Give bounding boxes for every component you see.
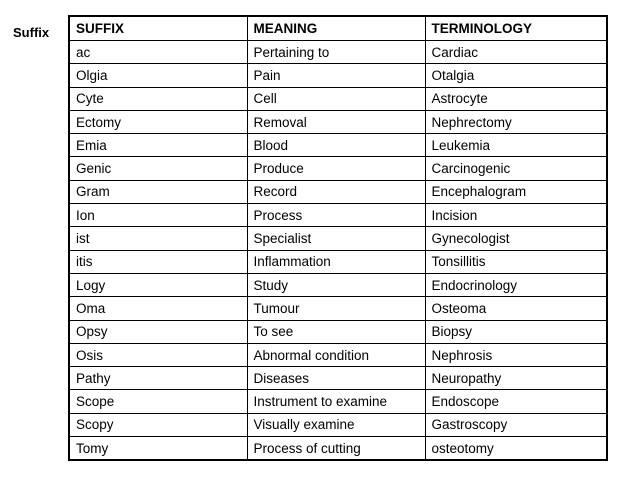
meaning-cell: Blood [247, 134, 425, 157]
table-row [69, 437, 607, 461]
meaning-cell: Record [247, 180, 425, 203]
suffix-cell: Emia [69, 134, 247, 157]
suffix-table [68, 15, 608, 461]
table-row [69, 157, 607, 180]
terminology-cell: Carcinogenic [425, 157, 607, 180]
terminology-cell: Cardiac [425, 41, 607, 64]
column-header-terminology: TERMINOLOGY [425, 16, 607, 41]
meaning-cell: Visually examine [247, 413, 425, 436]
terminology-cell: Nephrosis [425, 343, 607, 366]
column-header-suffix: SUFFIX [69, 16, 247, 41]
meaning-cell: Cell [247, 87, 425, 110]
terminology-cell: Astrocyte [425, 87, 607, 110]
terminology-cell: osteotomy [425, 437, 607, 461]
suffix-cell: itis [69, 250, 247, 273]
suffix-cell: Ion [69, 204, 247, 227]
suffix-cell: ac [69, 41, 247, 64]
suffix-cell: Ectomy [69, 110, 247, 133]
terminology-cell: Gynecologist [425, 227, 607, 250]
suffix-cell: Scope [69, 390, 247, 413]
suffix-cell: Genic [69, 157, 247, 180]
meaning-cell: Abnormal condition [247, 343, 425, 366]
meaning-cell: Process of cutting [247, 437, 425, 461]
suffix-cell: Opsy [69, 320, 247, 343]
suffix-cell: Osis [69, 343, 247, 366]
meaning-cell: Process [247, 204, 425, 227]
terminology-cell: Tonsillitis [425, 250, 607, 273]
meaning-cell: Diseases [247, 367, 425, 390]
suffix-cell: Oma [69, 297, 247, 320]
column-header-meaning: MEANING [247, 16, 425, 41]
terminology-cell: Incision [425, 204, 607, 227]
table-row [69, 297, 607, 320]
meaning-cell: Pain [247, 64, 425, 87]
table-body [69, 41, 607, 461]
table-row [69, 250, 607, 273]
side-label: Suffix [13, 25, 50, 40]
table-row [69, 343, 607, 366]
meaning-cell: Pertaining to [247, 41, 425, 64]
table-row [69, 180, 607, 203]
suffix-cell: ist [69, 227, 247, 250]
meaning-cell: Study [247, 273, 425, 296]
terminology-cell: Nephrectomy [425, 110, 607, 133]
suffix-cell: Logy [69, 273, 247, 296]
table-row [69, 204, 607, 227]
table-row [69, 134, 607, 157]
meaning-cell: Specialist [247, 227, 425, 250]
terminology-cell: Biopsy [425, 320, 607, 343]
terminology-cell: Gastroscopy [425, 413, 607, 436]
terminology-cell: Otalgia [425, 64, 607, 87]
meaning-cell: Removal [247, 110, 425, 133]
suffix-cell: Olgia [69, 64, 247, 87]
table-row [69, 273, 607, 296]
suffix-cell: Scopy [69, 413, 247, 436]
table-row [69, 87, 607, 110]
table-row [69, 41, 607, 64]
terminology-cell: Endoscope [425, 390, 607, 413]
table-row [69, 413, 607, 436]
table-row [69, 367, 607, 390]
suffix-cell: Pathy [69, 367, 247, 390]
terminology-cell: Neuropathy [425, 367, 607, 390]
meaning-cell: Produce [247, 157, 425, 180]
table-row [69, 320, 607, 343]
suffix-cell: Gram [69, 180, 247, 203]
suffix-cell: Tomy [69, 437, 247, 461]
terminology-cell: Osteoma [425, 297, 607, 320]
terminology-cell: Endocrinology [425, 273, 607, 296]
suffix-cell: Cyte [69, 87, 247, 110]
meaning-cell: To see [247, 320, 425, 343]
meaning-cell: Tumour [247, 297, 425, 320]
table-row [69, 64, 607, 87]
terminology-cell: Leukemia [425, 134, 607, 157]
meaning-cell: Inflammation [247, 250, 425, 273]
terminology-cell: Encephalogram [425, 180, 607, 203]
meaning-cell: Instrument to examine [247, 390, 425, 413]
table-row [69, 110, 607, 133]
table-row [69, 390, 607, 413]
header-row [69, 16, 607, 41]
table-row [69, 227, 607, 250]
